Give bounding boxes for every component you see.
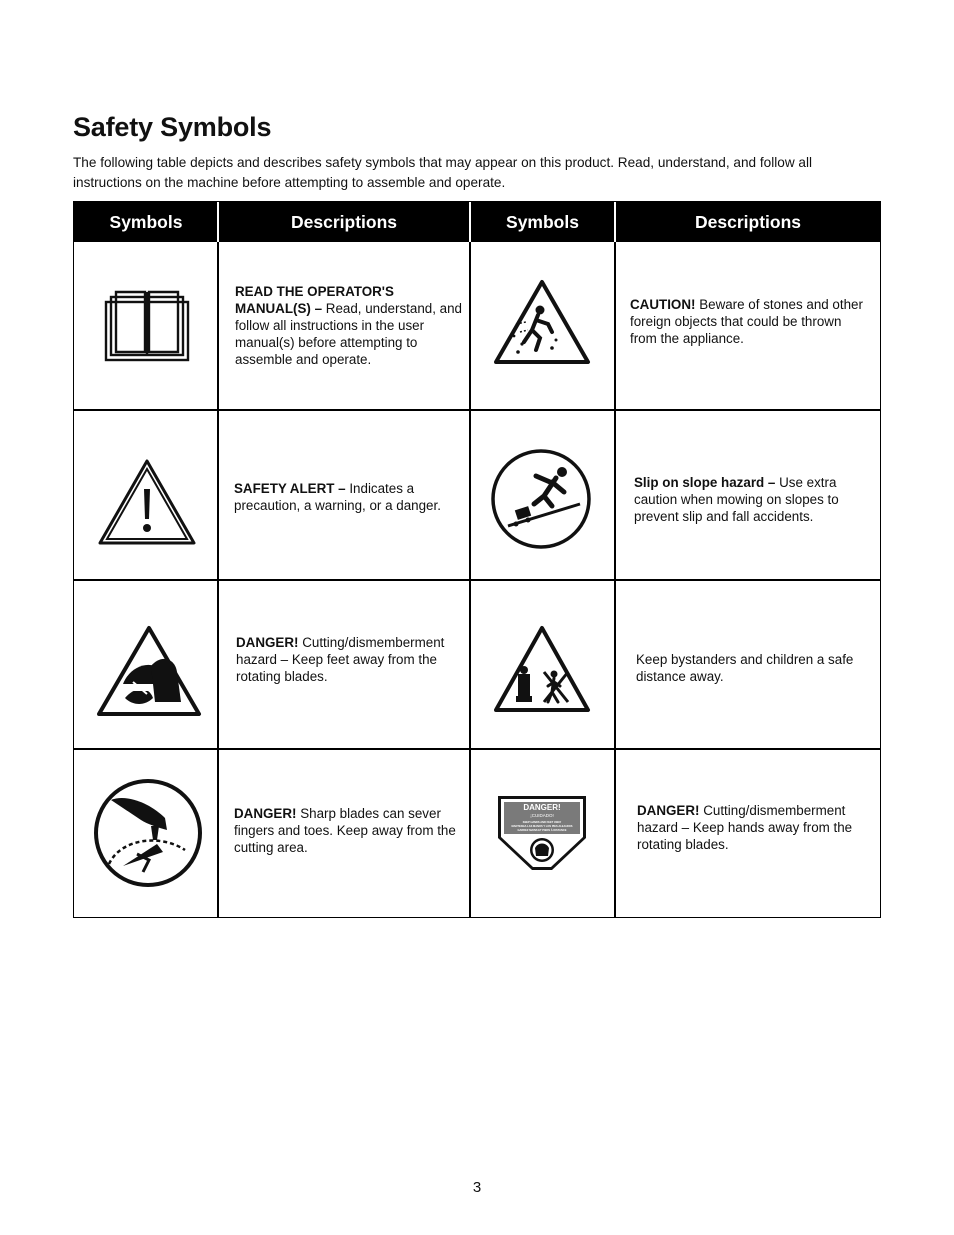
desc-bold: SAFETY ALERT – [234, 481, 346, 496]
thrown-objects-icon [492, 278, 592, 366]
label-line: GARDEZ MAINS ET PIEDS À DISTANCE [517, 829, 567, 832]
label-line: MANTENGA LAS MANOS Y LOS PIES ALEJADOS [511, 825, 573, 828]
desc-thrown-objects [630, 296, 865, 347]
desc-bold: Slip on slope hazard – [634, 475, 776, 490]
desc-text: Cutting/dismemberment hazard – Keep feet away from the rotating blades. [236, 635, 445, 684]
header-divider [469, 202, 471, 242]
page-title: Safety Symbols [73, 112, 272, 142]
desc-text: Keep bystanders and children a safe distance away. [636, 652, 854, 684]
desc-bold: CAUTION! [630, 297, 696, 312]
intro-paragraph: The following table depicts and describes safety symbols that may appear on this product. Read, understand, and follow all instructions on the machine before attempting to assemble and operate. [73, 155, 813, 190]
desc-text: Sharp blades can sever fingers and toes. Keep away from the cutting area. [234, 806, 456, 855]
desc-bold: DANGER! [236, 635, 299, 650]
desc-operator-manual [235, 283, 463, 368]
label-title: DANGER! [523, 803, 561, 812]
slope-hazard-icon [490, 448, 592, 550]
desc-text: Cutting/dismemberment hazard – Keep hands away from the rotating blades. [637, 803, 853, 852]
column-divider [614, 202, 616, 917]
header-descriptions-2: Descriptions [695, 212, 801, 232]
table-header [74, 202, 880, 242]
header-symbols-2: Symbols [506, 212, 579, 232]
desc-slope-hazard [634, 474, 864, 525]
safety-symbols-table [73, 201, 881, 918]
desc-safety-alert [234, 480, 464, 514]
header-divider [614, 202, 616, 242]
desc-foot-blade [236, 634, 466, 685]
desc-bystanders [636, 651, 856, 685]
operator-manual-icon [104, 290, 190, 364]
row-divider [74, 409, 880, 411]
desc-sharp-blade [234, 805, 459, 856]
desc-bold: READ THE OPERATOR'S MANUAL(S) – [235, 284, 394, 316]
desc-bold: DANGER! [234, 806, 297, 821]
danger-label-icon [492, 792, 592, 874]
desc-text: Use extra caution when mowing on slopes to prevent slip and fall accidents. [634, 475, 839, 524]
desc-text: Indicates a precaution, a warning, or a danger. [234, 481, 441, 513]
desc-bold: DANGER! [637, 803, 700, 818]
foot-blade-danger-icon [95, 624, 203, 718]
row-divider [74, 748, 880, 750]
desc-danger-label [637, 802, 869, 853]
label-subtitle: ¡CUIDADO! [530, 813, 554, 818]
safety-alert-icon [96, 457, 198, 547]
header-symbols-1: Symbols [109, 212, 183, 232]
column-divider [469, 202, 471, 917]
page-number: 3 [472, 1179, 482, 1196]
row-divider [74, 579, 880, 581]
sharp-blade-hand-icon [93, 778, 203, 888]
desc-text: Beware of stones and other foreign objects that could be thrown from the appliance. [630, 297, 863, 346]
desc-text: Read, understand, and follow all instructions in the user manual(s) before attempting to assemble and operate. [235, 301, 463, 367]
bystanders-icon [492, 624, 592, 714]
label-line: KEEP HANDS AND FEET AWAY [522, 821, 562, 824]
header-divider [217, 202, 219, 242]
header-descriptions-1: Descriptions [291, 212, 397, 232]
column-divider [217, 202, 219, 917]
